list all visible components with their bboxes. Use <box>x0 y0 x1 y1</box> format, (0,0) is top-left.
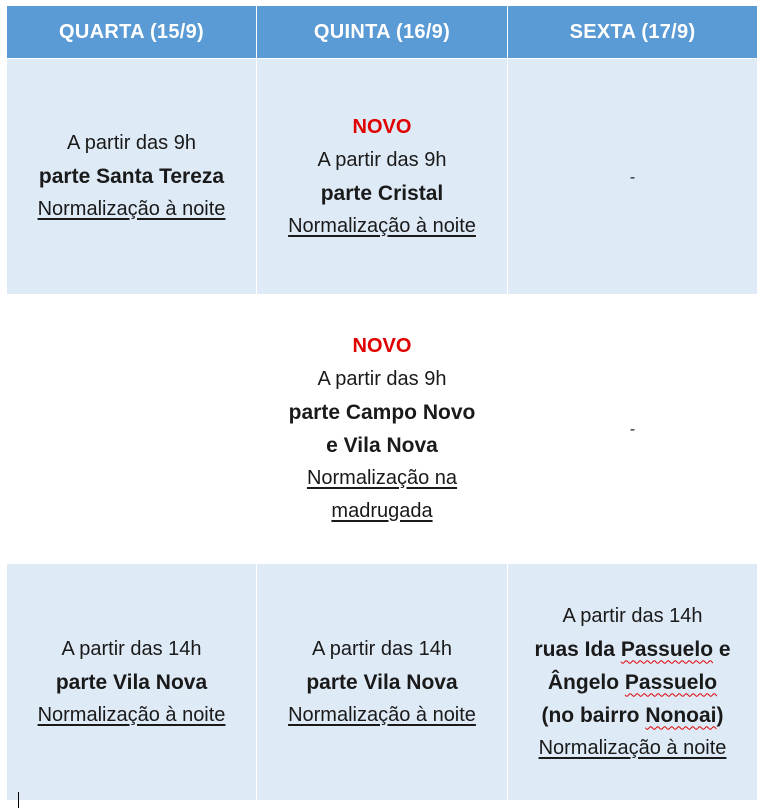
cell-wed-row1 <box>7 59 257 295</box>
start-time: A partir das 9h <box>317 148 447 171</box>
spellcheck-word: Nonoai <box>645 703 717 727</box>
start-time: A partir das 14h <box>562 604 703 627</box>
start-time: A partir das 14h <box>311 637 453 660</box>
cell-thu-row3 <box>257 564 508 801</box>
text-cursor[interactable] <box>18 792 19 808</box>
cell-thu-row2 <box>257 295 508 564</box>
location-line-2: e Vila Nova <box>326 434 438 457</box>
location-line-3 <box>520 699 745 732</box>
street-name: Ângelo <box>547 670 625 694</box>
cell-wed-row2 <box>7 295 257 564</box>
header-friday: SEXTA (17/9) <box>508 6 758 59</box>
spellcheck-word: Passuelo <box>624 670 718 694</box>
schedule-table <box>6 6 758 801</box>
location: parte Santa Tereza <box>38 165 225 188</box>
location: parte Cristal <box>320 181 444 205</box>
table-row <box>7 59 758 295</box>
normalization-note: Normalização à noite <box>288 214 476 237</box>
normalization-note: Normalização à noite <box>288 703 476 726</box>
cell-wed-row3 <box>7 564 257 801</box>
location: parte Vila Nova <box>55 670 208 694</box>
spellcheck-word: Passuelo <box>620 637 714 661</box>
location-line-1 <box>520 633 745 666</box>
header-thursday: QUINTA (16/9) <box>257 6 508 59</box>
new-badge: NOVO <box>352 115 412 138</box>
location: parte Vila Nova <box>306 670 458 694</box>
closing-paren: ) <box>716 703 724 727</box>
start-time: A partir das 9h <box>317 368 447 390</box>
location-line-2 <box>520 666 745 699</box>
header-wednesday: QUARTA (15/9) <box>7 6 257 59</box>
cell-fri-row1 <box>508 59 758 295</box>
conjunction: e <box>713 637 731 661</box>
street-prefix: ruas Ida <box>534 637 621 661</box>
empty-dash: - <box>629 168 636 186</box>
empty-dash: - <box>629 421 636 438</box>
new-badge: NOVO <box>352 335 412 357</box>
normalization-note: Normalização à noite <box>37 198 226 220</box>
start-time: A partir das 9h <box>67 132 196 154</box>
cell-thu-row1 <box>257 59 508 295</box>
location-line-1: parte Campo Novo <box>288 401 476 424</box>
normalization-note: Normalização à noite <box>538 736 727 759</box>
normalization-note: Normalização à noite <box>37 703 226 726</box>
normalization-note-line-1: Normalização na <box>306 467 458 489</box>
header-row <box>7 6 758 59</box>
table-row <box>7 564 758 801</box>
normalization-note-line-2: madrugada <box>331 500 433 522</box>
start-time: A partir das 14h <box>61 637 202 660</box>
cell-fri-row3 <box>508 564 758 801</box>
neighborhood-prefix: (no bairro <box>541 703 646 727</box>
cell-fri-row2 <box>508 295 758 564</box>
table-row <box>7 295 758 564</box>
